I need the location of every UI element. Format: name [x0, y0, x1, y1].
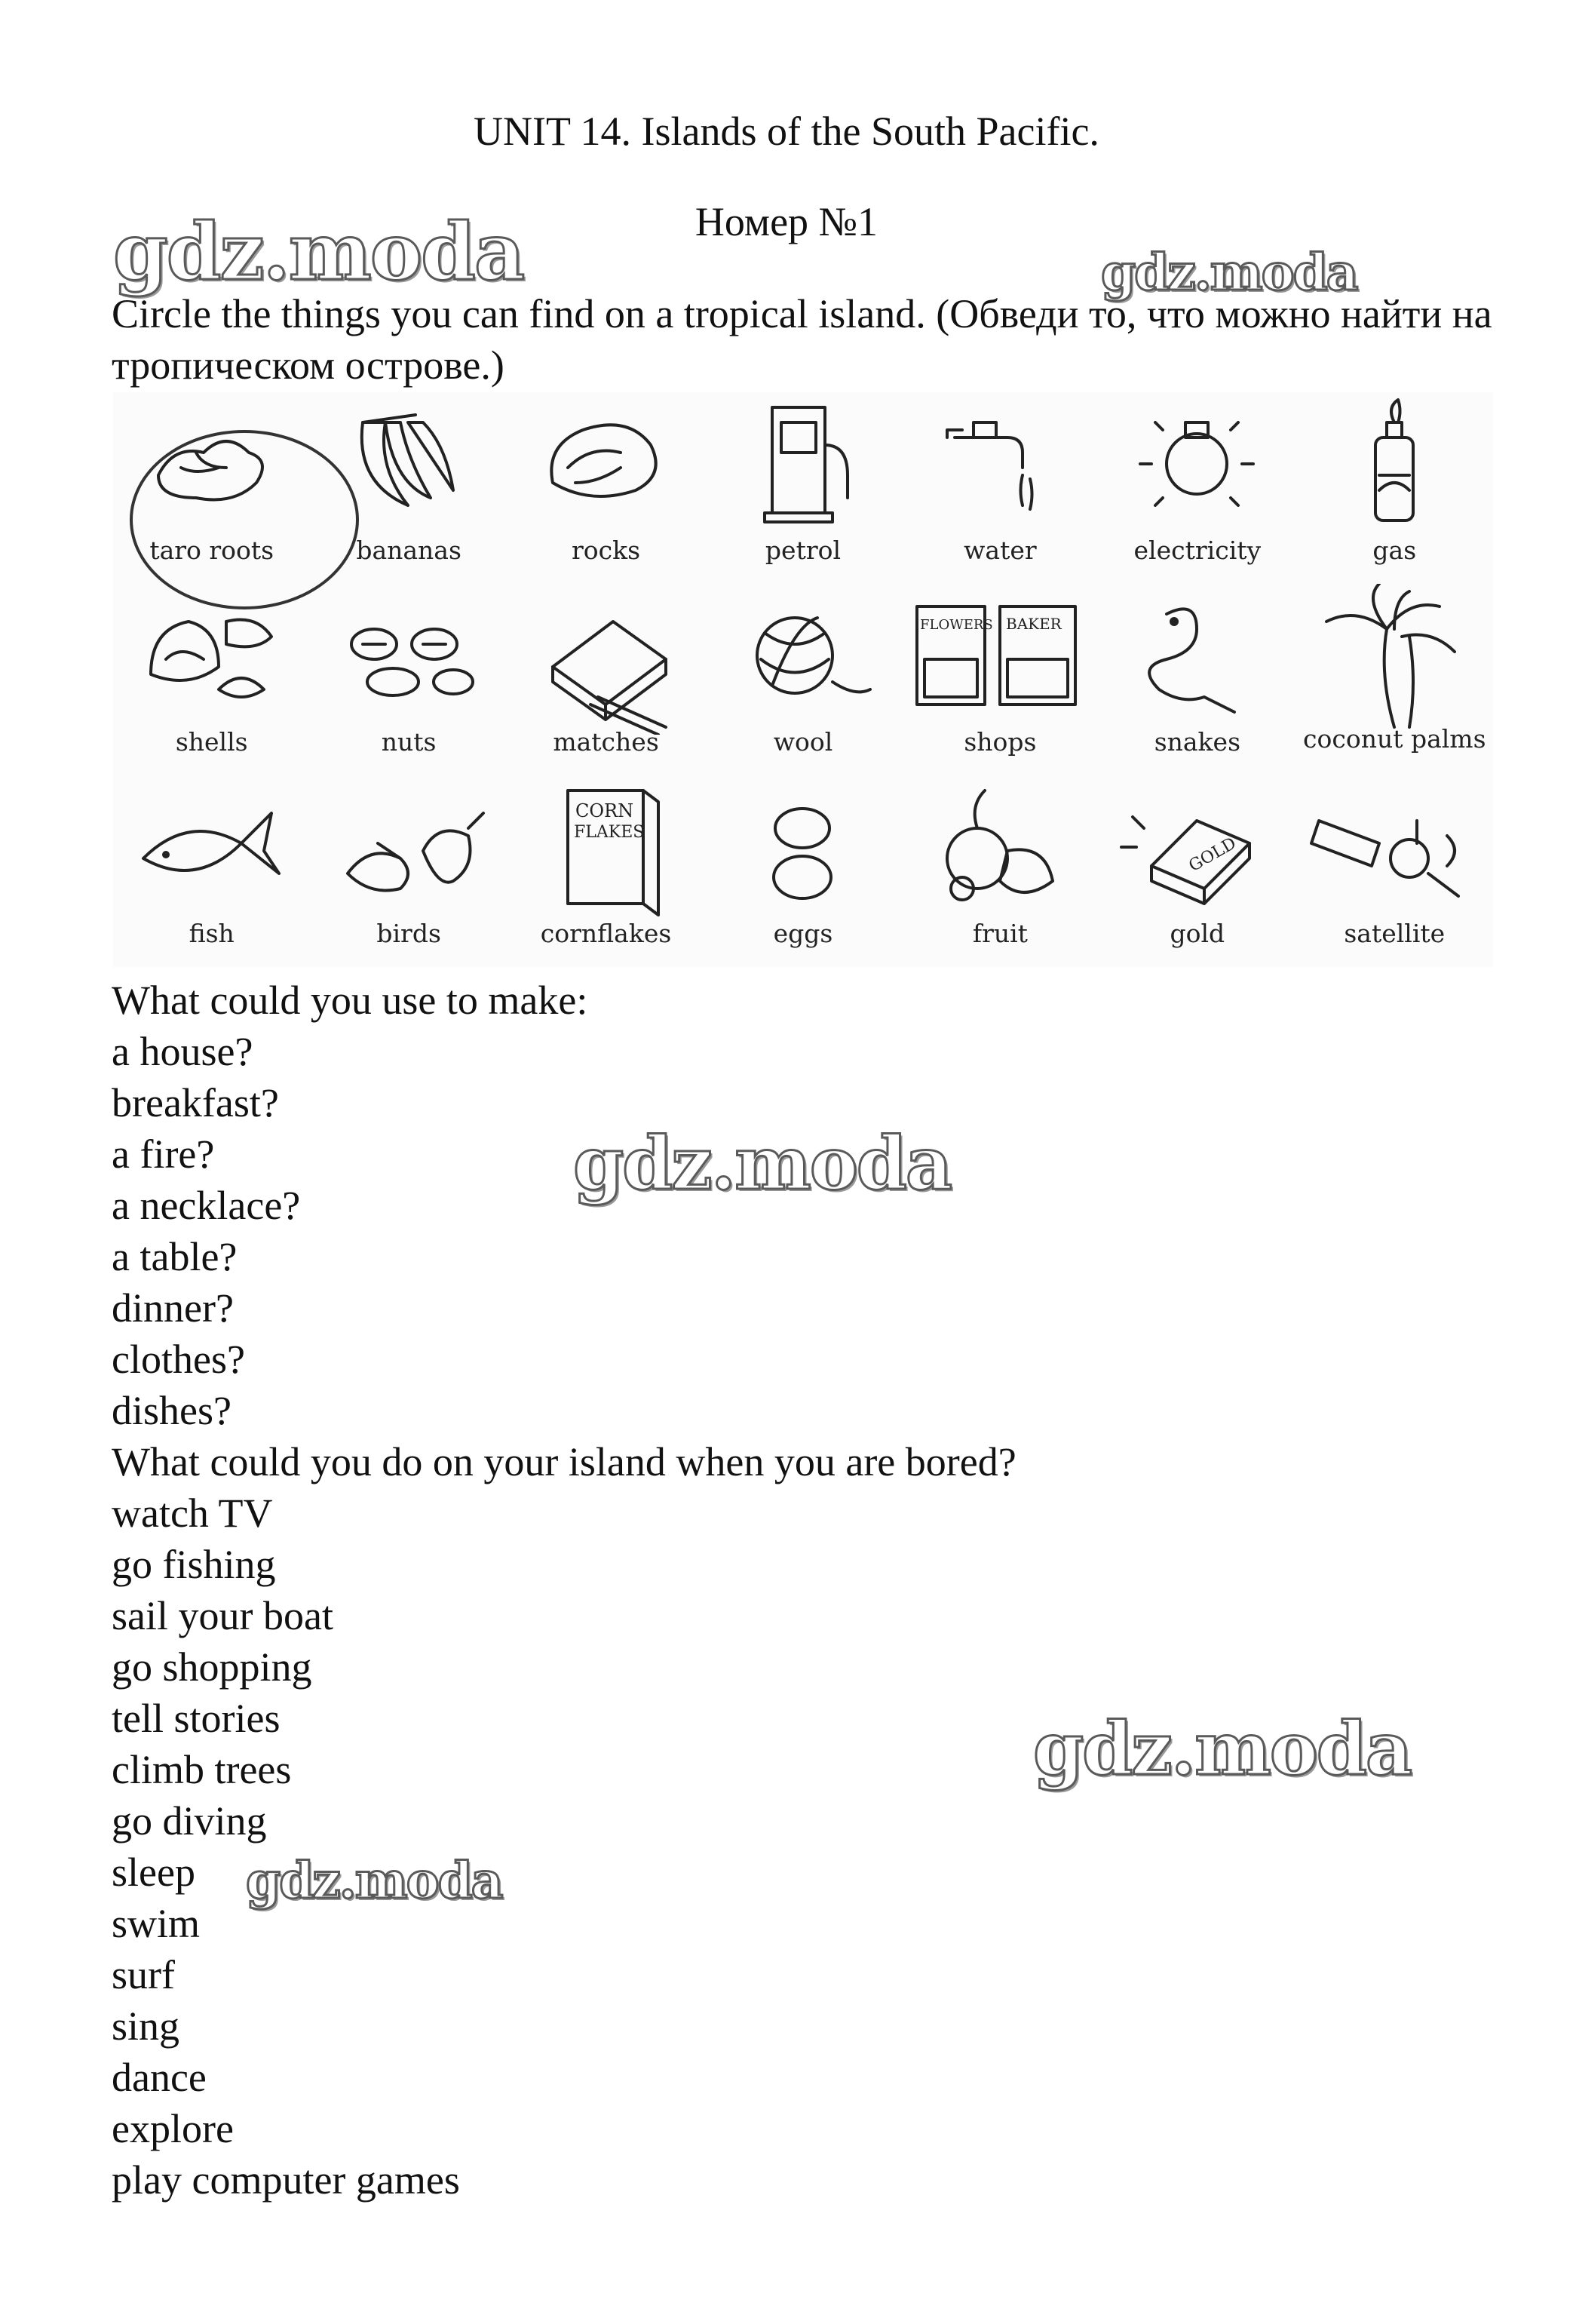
picture-label: eggs	[773, 919, 833, 948]
picture-label: cornflakes	[540, 919, 672, 948]
picture-cell[interactable]	[902, 392, 1099, 584]
picture-cell[interactable]	[310, 584, 507, 775]
activity-item: sail your boat	[112, 1593, 333, 1638]
picture-cell[interactable]	[1296, 775, 1493, 967]
picture-label: gas	[1372, 536, 1417, 565]
light-bulb-icon	[1099, 392, 1287, 543]
question-list	[112, 975, 1016, 2206]
question-item: dinner?	[112, 1285, 234, 1331]
rocks-icon	[507, 392, 696, 543]
fish-icon	[113, 775, 302, 926]
picture-label: birds	[376, 919, 441, 948]
activity-item: dance	[112, 2055, 207, 2100]
picture-cell[interactable]	[704, 584, 901, 775]
picture-cell[interactable]	[1296, 392, 1493, 584]
picture-cell[interactable]	[507, 775, 704, 967]
satellite-icon	[1296, 775, 1485, 926]
watermark: gdz.moda	[1101, 243, 1357, 302]
picture-cell[interactable]	[902, 775, 1099, 967]
question-item: breakfast?	[112, 1080, 279, 1125]
answer-circle	[130, 430, 359, 609]
picture-cell[interactable]	[310, 775, 507, 967]
picture-label: snakes	[1154, 727, 1241, 757]
activity-item: explore	[112, 2106, 234, 2151]
watermark: gdz.moda	[573, 1121, 952, 1206]
picture-label: shells	[175, 727, 248, 757]
picture-label: shops	[964, 727, 1037, 757]
question-prompt: What could you do on your island when you are bored?	[112, 1439, 1016, 1484]
picture-cell[interactable]	[113, 584, 310, 775]
activity-item: sleep	[112, 1850, 195, 1895]
picture-cell[interactable]	[1099, 775, 1296, 967]
watermark: gdz.moda	[1033, 1706, 1412, 1791]
activity-item: climb trees	[112, 1747, 292, 1792]
svg-text:FLAKES: FLAKES	[573, 823, 645, 842]
picture-label: electricity	[1133, 536, 1262, 565]
activity-item: go diving	[112, 1798, 267, 1844]
activity-item: surf	[112, 1952, 175, 1997]
eggs-icon	[704, 775, 893, 926]
picture-label: bananas	[356, 536, 461, 565]
fruit-icon	[902, 775, 1090, 926]
picture-label: rocks	[572, 536, 641, 565]
activity-item: sing	[112, 2003, 180, 2049]
svg-text:BAKER: BAKER	[1005, 615, 1062, 633]
activity-item: play computer games	[112, 2157, 460, 2203]
svg-text:FLOWERS: FLOWERS	[919, 617, 993, 633]
picture-cell[interactable]	[1099, 392, 1296, 584]
gas-canister-icon	[1296, 392, 1485, 543]
question-item: dishes?	[112, 1388, 232, 1433]
birds-icon	[310, 775, 498, 926]
shops-icon	[902, 584, 1090, 735]
picture-label: coconut palms	[1303, 724, 1486, 754]
petrol-pump-icon	[704, 392, 893, 543]
gold-bar-icon	[1099, 775, 1287, 926]
activity-item: go shopping	[112, 1644, 312, 1690]
activity-item: swim	[112, 1901, 201, 1946]
picture-label: petrol	[765, 536, 842, 565]
wool-ball-icon	[704, 584, 893, 735]
question-item: a table?	[112, 1234, 238, 1279]
picture-label: water	[964, 536, 1037, 565]
exercise-number: Номер №1	[695, 199, 878, 244]
question-item: a house?	[112, 1029, 253, 1074]
picture-cell[interactable]	[704, 392, 901, 584]
picture-label: gold	[1170, 919, 1225, 948]
picture-label: fruit	[972, 919, 1028, 948]
snake-icon	[1099, 584, 1287, 735]
watermark: gdz.moda	[113, 205, 524, 298]
picture-label: matches	[553, 727, 659, 757]
picture-label: taro roots	[149, 536, 274, 565]
svg-text:GOLD: GOLD	[1185, 834, 1240, 876]
question-prompt: What could you use to make:	[112, 978, 588, 1023]
water-tap-icon	[902, 392, 1090, 543]
page-title: UNIT 14. Islands of the South Pacific.	[474, 109, 1099, 154]
picture-cell[interactable]	[902, 584, 1099, 775]
nuts-icon	[310, 584, 498, 735]
picture-label: fish	[189, 919, 235, 948]
question-item: a fire?	[112, 1131, 215, 1177]
matches-icon	[507, 584, 696, 735]
picture-cell[interactable]	[113, 775, 310, 967]
picture-cell[interactable]	[1099, 584, 1296, 775]
cornflakes-box-icon	[507, 775, 696, 926]
picture-cell[interactable]	[1296, 584, 1493, 775]
watermark: gdz.moda	[246, 1851, 502, 1910]
task-instruction: Circle the things you can find on a tropical island. (Обведи то, что можно найти на тропическом острове.)	[112, 291, 1492, 388]
activity-item: go fishing	[112, 1542, 276, 1587]
picture-label: satellite	[1344, 919, 1446, 948]
picture-label: nuts	[381, 727, 437, 757]
picture-cell[interactable]	[507, 584, 704, 775]
picture-cell[interactable]	[704, 775, 901, 967]
activity-item: watch TV	[112, 1490, 273, 1536]
activity-item: tell stories	[112, 1696, 281, 1741]
question-item: clothes?	[112, 1337, 245, 1382]
picture-label: wool	[773, 727, 833, 757]
picture-cell[interactable]	[507, 392, 704, 584]
question-item: a necklace?	[112, 1183, 301, 1228]
palm-tree-icon	[1296, 584, 1485, 735]
svg-text:CORN: CORN	[575, 800, 633, 821]
